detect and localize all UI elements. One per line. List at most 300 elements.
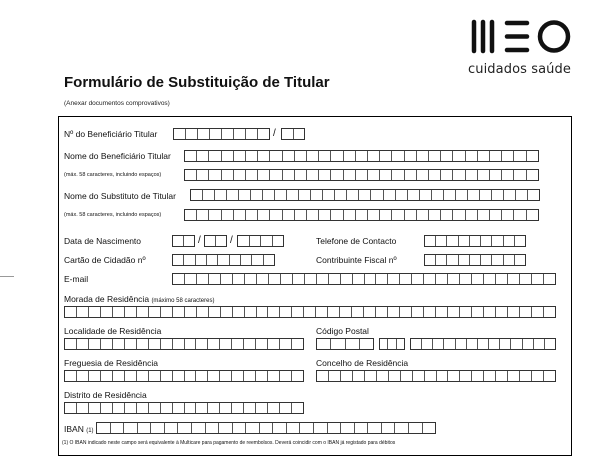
char-box[interactable] [221,274,233,284]
char-box[interactable] [232,339,244,349]
char-box[interactable] [241,255,252,265]
char-box[interactable] [484,371,496,381]
char-box[interactable] [218,255,229,265]
char-box[interactable] [185,274,197,284]
char-box[interactable] [209,274,221,284]
char-box[interactable] [341,371,353,381]
char-box[interactable] [125,307,137,317]
char-box[interactable] [269,274,281,284]
char-box[interactable] [256,339,268,349]
char-box[interactable] [89,371,101,381]
char-box[interactable] [173,274,185,284]
char-box[interactable] [532,274,544,284]
char-box[interactable] [433,339,444,349]
char-box[interactable] [299,190,311,200]
char-box[interactable] [380,210,392,220]
char-box[interactable] [534,339,545,349]
char-box[interactable] [460,274,472,284]
char-box[interactable] [417,170,429,180]
char-box[interactable] [480,190,492,200]
char-box[interactable] [185,151,197,161]
char-box[interactable] [196,371,208,381]
char-box[interactable] [209,151,221,161]
substitute-name-field-1[interactable] [190,189,540,201]
char-box[interactable] [221,307,233,317]
char-box[interactable] [405,170,417,180]
beneficiary-number-suffix-field[interactable] [281,128,305,140]
char-box[interactable] [484,274,496,284]
char-box[interactable] [359,190,371,200]
char-box[interactable] [257,307,269,317]
char-box[interactable] [293,274,305,284]
beneficiary-name-field-1[interactable] [184,150,539,162]
char-box[interactable] [492,236,503,246]
char-box[interactable] [246,129,258,139]
char-box[interactable] [192,423,206,433]
char-box[interactable] [423,423,436,433]
char-box[interactable] [256,403,268,413]
char-box[interactable] [260,423,274,433]
char-box[interactable] [197,210,209,220]
char-box[interactable] [280,371,292,381]
char-box[interactable] [504,255,515,265]
char-box[interactable] [184,236,194,246]
char-box[interactable] [405,210,417,220]
char-box[interactable] [149,307,161,317]
char-box[interactable] [432,190,444,200]
char-box[interactable] [270,151,282,161]
char-box[interactable] [388,274,400,284]
char-box[interactable] [352,307,364,317]
char-box[interactable] [436,236,447,246]
char-box[interactable] [281,274,293,284]
tax-number-field[interactable] [424,254,526,266]
char-box[interactable] [65,371,77,381]
char-box[interactable] [209,210,221,220]
char-box[interactable] [233,307,245,317]
char-box[interactable] [466,151,478,161]
char-box[interactable] [280,403,292,413]
char-box[interactable] [472,371,484,381]
char-box[interactable] [151,423,165,433]
char-box[interactable] [528,190,539,200]
beneficiary-name-field-2[interactable] [184,169,539,181]
char-box[interactable] [208,339,220,349]
char-box[interactable] [125,371,137,381]
char-box[interactable] [273,423,287,433]
char-box[interactable] [523,339,534,349]
char-box[interactable] [307,170,319,180]
char-box[interactable] [544,371,555,381]
char-box[interactable] [261,236,273,246]
char-box[interactable] [208,371,220,381]
char-box[interactable] [222,129,234,139]
char-box[interactable] [184,255,195,265]
char-box[interactable] [101,403,113,413]
char-box[interactable] [388,339,396,349]
char-box[interactable] [206,423,220,433]
char-box[interactable] [185,371,197,381]
char-box[interactable] [197,151,209,161]
char-box[interactable] [137,339,149,349]
char-box[interactable] [292,307,304,317]
char-box[interactable] [185,403,197,413]
char-box[interactable] [256,371,268,381]
postal-code-suffix-field[interactable] [379,338,405,350]
citizen-card-field[interactable] [172,254,275,266]
char-box[interactable] [456,190,468,200]
char-box[interactable] [396,190,408,200]
char-box[interactable] [111,423,125,433]
char-box[interactable] [384,190,396,200]
char-box[interactable] [77,403,89,413]
char-box[interactable] [520,307,532,317]
char-box[interactable] [532,371,544,381]
char-box[interactable] [441,210,453,220]
char-box[interactable] [368,210,380,220]
char-box[interactable] [460,307,472,317]
char-box[interactable] [492,190,504,200]
email-field[interactable] [172,273,556,285]
char-box[interactable] [77,371,89,381]
char-box[interactable] [502,210,514,220]
char-box[interactable] [331,210,343,220]
char-box[interactable] [341,423,355,433]
char-box[interactable] [417,151,429,161]
char-box[interactable] [401,371,413,381]
char-box[interactable] [335,190,347,200]
char-box[interactable] [504,190,516,200]
char-box[interactable] [300,423,314,433]
char-box[interactable] [125,403,137,413]
char-box[interactable] [197,307,209,317]
char-box[interactable] [429,151,441,161]
char-box[interactable] [478,170,490,180]
char-box[interactable] [436,255,447,265]
char-box[interactable] [496,371,508,381]
char-box[interactable] [203,190,215,200]
char-box[interactable] [222,210,234,220]
char-box[interactable] [441,170,453,180]
birth-day-field[interactable] [172,235,195,247]
char-box[interactable] [77,339,89,349]
char-box[interactable] [459,255,470,265]
char-box[interactable] [545,339,555,349]
char-box[interactable] [220,339,232,349]
char-box[interactable] [328,307,340,317]
char-box[interactable] [149,371,161,381]
char-box[interactable] [412,307,424,317]
char-box[interactable] [371,190,383,200]
birth-year-field[interactable] [237,235,284,247]
iban-field[interactable] [96,422,436,434]
substitute-name-field-2[interactable] [184,209,539,221]
char-box[interactable] [380,170,392,180]
char-box[interactable] [101,339,113,349]
char-box[interactable] [280,307,292,317]
char-box[interactable] [198,129,210,139]
char-box[interactable] [252,255,263,265]
char-box[interactable] [257,274,269,284]
char-box[interactable] [215,190,227,200]
char-box[interactable] [489,339,500,349]
char-box[interactable] [89,403,101,413]
char-box[interactable] [149,403,161,413]
char-box[interactable] [219,423,233,433]
char-box[interactable] [527,170,538,180]
char-box[interactable] [481,236,492,246]
char-box[interactable] [447,236,458,246]
char-box[interactable] [425,236,436,246]
char-box[interactable] [353,371,365,381]
char-box[interactable] [196,255,207,265]
char-box[interactable] [292,371,303,381]
char-box[interactable] [514,170,526,180]
char-box[interactable] [222,170,234,180]
char-box[interactable] [377,371,389,381]
char-box[interactable] [246,210,258,220]
char-box[interactable] [392,170,404,180]
char-box[interactable] [101,307,113,317]
char-box[interactable] [244,403,256,413]
char-box[interactable] [346,339,360,349]
char-box[interactable] [246,170,258,180]
char-box[interactable] [304,307,316,317]
char-box[interactable] [436,307,448,317]
char-box[interactable] [101,371,113,381]
char-box[interactable] [292,339,303,349]
char-box[interactable] [364,307,376,317]
char-box[interactable] [515,236,525,246]
char-box[interactable] [65,307,77,317]
char-box[interactable] [173,307,185,317]
char-box[interactable] [448,371,460,381]
char-box[interactable] [466,210,478,220]
char-box[interactable] [444,339,455,349]
char-box[interactable] [210,129,222,139]
char-box[interactable] [220,403,232,413]
char-box[interactable] [264,255,274,265]
char-box[interactable] [466,170,478,180]
char-box[interactable] [380,151,392,161]
parish-field[interactable] [64,370,304,382]
char-box[interactable] [137,307,149,317]
char-box[interactable] [205,236,216,246]
char-box[interactable] [165,423,179,433]
char-box[interactable] [113,403,125,413]
char-box[interactable] [365,274,377,284]
char-box[interactable] [409,423,423,433]
char-box[interactable] [329,274,341,284]
char-box[interactable] [425,371,437,381]
char-box[interactable] [268,371,280,381]
char-box[interactable] [178,423,192,433]
char-box[interactable] [138,423,152,433]
char-box[interactable] [209,170,221,180]
char-box[interactable] [173,236,184,246]
char-box[interactable] [448,274,460,284]
char-box[interactable] [467,339,478,349]
residence-address-field[interactable] [64,306,556,318]
char-box[interactable] [287,190,299,200]
char-box[interactable] [295,170,307,180]
char-box[interactable] [323,190,335,200]
char-box[interactable] [319,210,331,220]
char-box[interactable] [124,423,138,433]
char-box[interactable] [251,190,263,200]
char-box[interactable] [425,255,436,265]
char-box[interactable] [368,170,380,180]
char-box[interactable] [161,371,173,381]
char-box[interactable] [347,190,359,200]
char-box[interactable] [395,423,409,433]
char-box[interactable] [514,210,526,220]
char-box[interactable] [460,371,472,381]
char-box[interactable] [344,210,356,220]
char-box[interactable] [173,255,184,265]
char-box[interactable] [508,307,520,317]
char-box[interactable] [502,170,514,180]
char-box[interactable] [459,236,470,246]
char-box[interactable] [197,274,209,284]
char-box[interactable] [400,307,412,317]
char-box[interactable] [222,151,234,161]
char-box[interactable] [520,371,532,381]
char-box[interactable] [280,339,292,349]
char-box[interactable] [244,339,256,349]
char-box[interactable] [437,371,449,381]
char-box[interactable] [317,371,329,381]
char-box[interactable] [397,339,404,349]
char-box[interactable] [137,403,149,413]
char-box[interactable] [245,274,257,284]
char-box[interactable] [400,274,412,284]
char-box[interactable] [341,274,353,284]
char-box[interactable] [360,339,373,349]
municipality-field[interactable] [316,370,556,382]
char-box[interactable] [420,190,432,200]
char-box[interactable] [472,307,484,317]
beneficiary-number-field[interactable] [173,128,270,140]
char-box[interactable] [328,423,342,433]
char-box[interactable] [232,371,244,381]
char-box[interactable] [305,274,317,284]
char-box[interactable] [508,274,520,284]
char-box[interactable] [268,307,280,317]
char-box[interactable] [504,236,515,246]
char-box[interactable] [544,307,555,317]
char-box[interactable] [292,403,303,413]
char-box[interactable] [65,339,77,349]
char-box[interactable] [478,339,489,349]
char-box[interactable] [113,307,125,317]
char-box[interactable] [472,274,484,284]
char-box[interactable] [185,307,197,317]
char-box[interactable] [65,403,77,413]
char-box[interactable] [250,236,262,246]
char-box[interactable] [468,190,480,200]
char-box[interactable] [89,307,101,317]
char-box[interactable] [441,151,453,161]
char-box[interactable] [429,170,441,180]
char-box[interactable] [230,255,241,265]
char-box[interactable] [273,236,284,246]
char-box[interactable] [314,423,328,433]
char-box[interactable] [413,371,425,381]
char-box[interactable] [161,403,173,413]
char-box[interactable] [268,403,280,413]
char-box[interactable] [424,274,436,284]
char-box[interactable] [270,210,282,220]
char-box[interactable] [532,307,544,317]
char-box[interactable] [502,151,514,161]
char-box[interactable] [456,339,467,349]
char-box[interactable] [356,151,368,161]
char-box[interactable] [544,274,555,284]
char-box[interactable] [307,151,319,161]
char-box[interactable] [380,339,388,349]
char-box[interactable] [258,129,269,139]
char-box[interactable] [515,255,525,265]
char-box[interactable] [77,307,89,317]
char-box[interactable] [368,423,382,433]
char-box[interactable] [331,151,343,161]
char-box[interactable] [283,151,295,161]
char-box[interactable] [208,403,220,413]
char-box[interactable] [113,371,125,381]
char-box[interactable] [331,170,343,180]
char-box[interactable] [490,151,502,161]
char-box[interactable] [234,210,246,220]
char-box[interactable] [344,170,356,180]
char-box[interactable] [234,151,246,161]
char-box[interactable] [295,210,307,220]
birth-month-field[interactable] [204,235,227,247]
char-box[interactable] [429,210,441,220]
char-box[interactable] [317,339,331,349]
char-box[interactable] [239,190,251,200]
char-box[interactable] [316,307,328,317]
char-box[interactable] [270,170,282,180]
postal-code-prefix-field[interactable] [316,338,374,350]
char-box[interactable] [355,423,369,433]
char-box[interactable] [470,236,481,246]
char-box[interactable] [196,403,208,413]
char-box[interactable] [185,339,197,349]
char-box[interactable] [490,210,502,220]
char-box[interactable] [344,151,356,161]
char-box[interactable] [417,210,429,220]
char-box[interactable] [376,274,388,284]
char-box[interactable] [353,274,365,284]
char-box[interactable] [283,210,295,220]
char-box[interactable] [125,339,137,349]
char-box[interactable] [307,210,319,220]
char-box[interactable] [174,129,186,139]
char-box[interactable] [295,151,307,161]
char-box[interactable] [113,339,125,349]
char-box[interactable] [453,210,465,220]
char-box[interactable] [287,423,301,433]
char-box[interactable] [511,339,522,349]
char-box[interactable] [161,339,173,349]
char-box[interactable] [137,371,149,381]
char-box[interactable] [448,307,460,317]
char-box[interactable] [244,371,256,381]
char-box[interactable] [233,423,247,433]
char-box[interactable] [173,339,185,349]
char-box[interactable] [311,190,323,200]
